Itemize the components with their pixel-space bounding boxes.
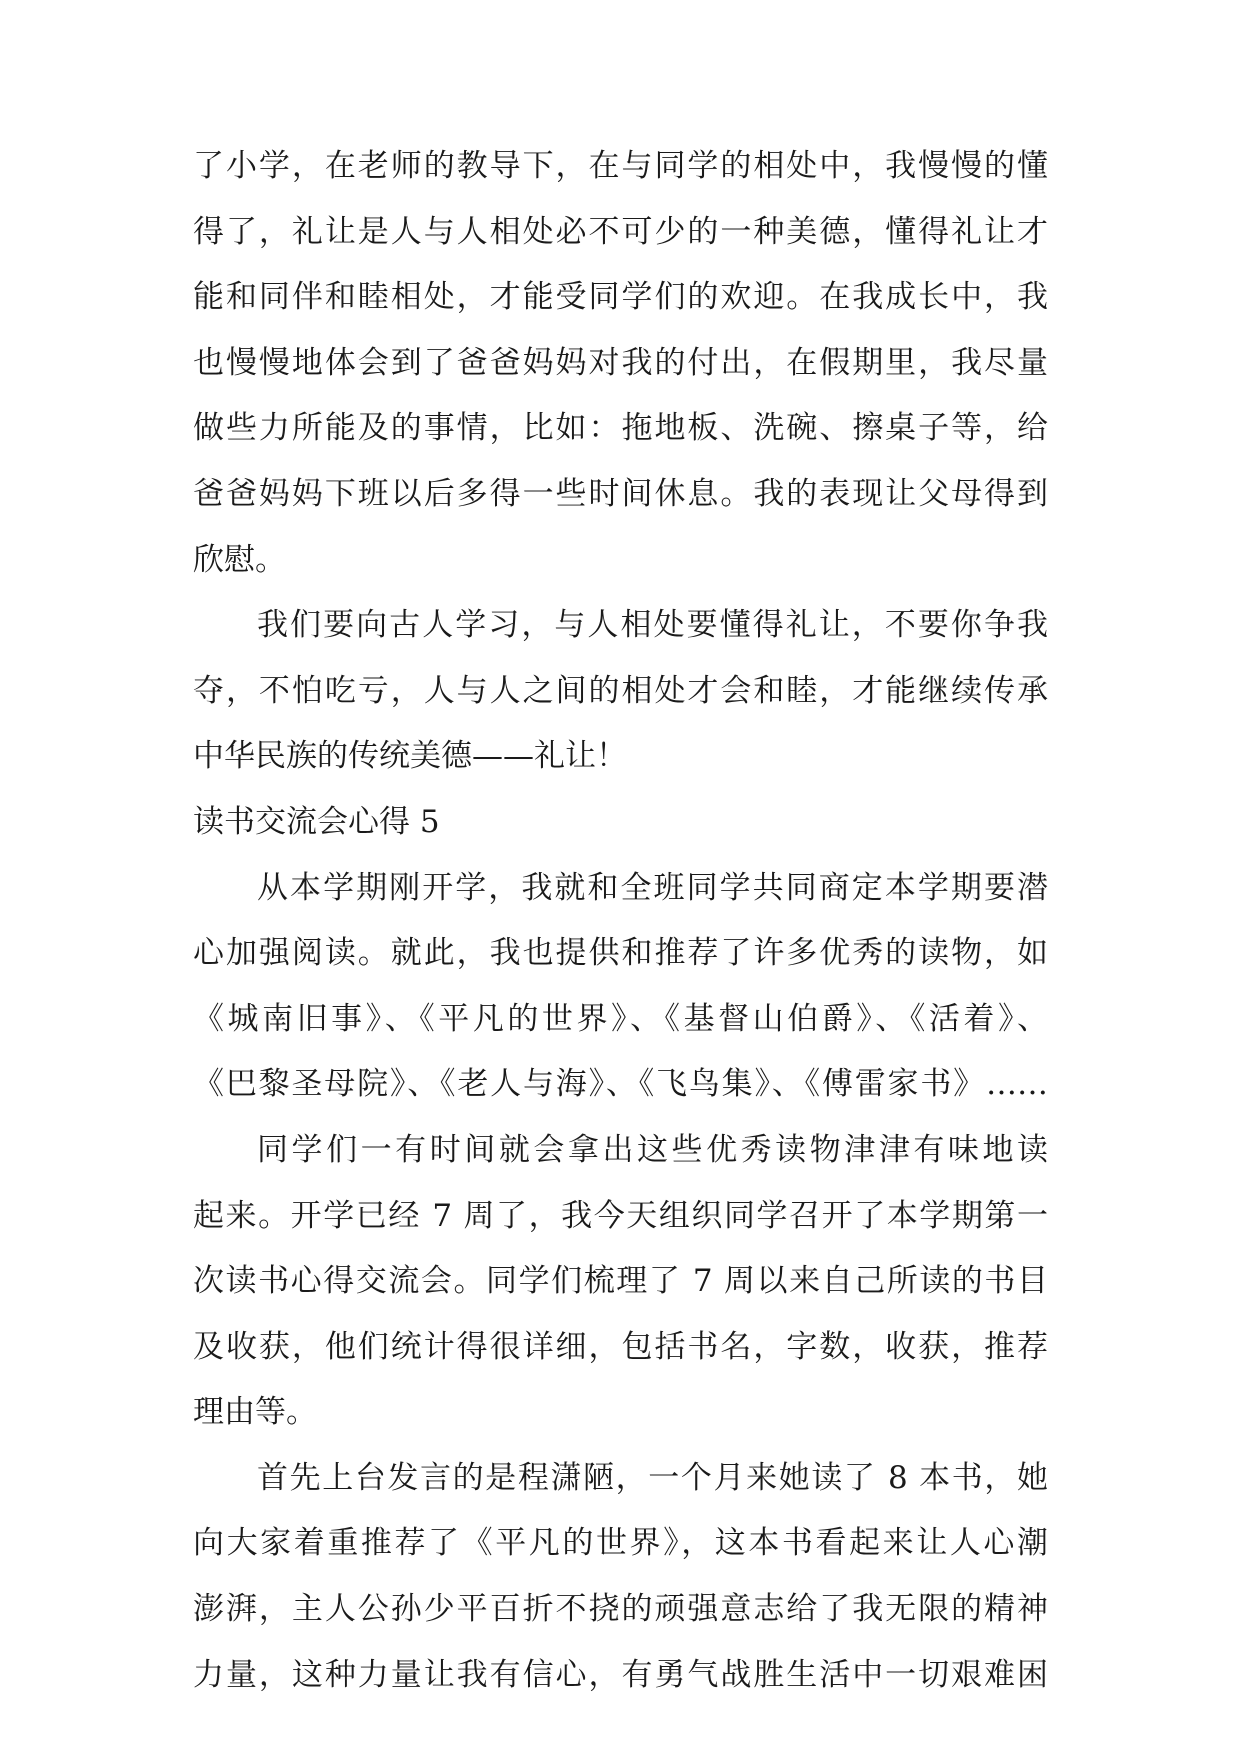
text-line: 同学们一有时间就会拿出这些优秀读物津津有味地读 [257,1131,1048,1168]
text-line: 能和同伴和睦相处，才能受同学们的欢迎。在我成长中，我 [193,279,1048,316]
document-body [193,134,1048,1708]
text-line: 及收获，他们统计得很详细，包括书名，字数，收获，推荐 [193,1328,1048,1365]
paragraph-2 [193,593,1048,790]
text-line: 中华民族的传统美德——礼让！ [193,738,627,775]
text-line: 次读书心得交流会。同学们梳理了 7 周以来自己所读的书目 [193,1263,1048,1300]
text-line: 了小学，在老师的教导下，在与同学的相处中，我慢慢的懂 [193,148,1048,184]
text-line: 也慢慢地体会到了爸爸妈妈对我的付出，在假期里，我尽量 [193,344,1048,381]
paragraph-5 [193,1446,1048,1708]
paragraph-1 [193,134,1048,593]
text-line: 欣慰。 [193,541,286,578]
text-line: 得了，礼让是人与人相处必不可少的一种美德，懂得礼让才 [193,213,1048,250]
paragraph-3 [193,856,1048,1118]
text-line: 理由等。 [193,1394,317,1431]
text-line: 《城南旧事》、《平凡的世界》、《基督山伯爵》、《活着》、 [193,1000,1048,1037]
text-line: 《巴黎圣母院》、《老人与海》、《飞鸟集》、《傅雷家书》…… [193,1066,1048,1103]
text-line: 爸爸妈妈下班以后多得一些时间休息。我的表现让父母得到 [193,475,1048,512]
text-line: 力量，这种力量让我有信心，有勇气战胜生活中一切艰难困 [193,1656,1048,1693]
text-line: 澎湃，主人公孙少平百折不挠的顽强意志给了我无限的精神 [193,1591,1048,1628]
text-line: 做些力所能及的事情，比如：拖地板、洗碗、擦桌子等，给 [193,410,1048,447]
paragraph-4 [193,1118,1048,1446]
text-line: 从本学期刚开学，我就和全班同学共同商定本学期要潜 [257,869,1048,906]
text-line: 我们要向古人学习，与人相处要懂得礼让，不要你争我 [257,607,1048,644]
text-line: 夺，不怕吃亏，人与人之间的相处才会和睦，才能继续传承 [193,672,1048,709]
text-line: 向大家着重推荐了《平凡的世界》，这本书看起来让人心潮 [193,1525,1048,1562]
text-line: 首先上台发言的是程潇陋，一个月来她读了 8 本书，她 [257,1459,1048,1496]
section-heading: 读书交流会心得 5 [193,803,440,840]
text-line: 起来。开学已经 7 周了，我今天组织同学召开了本学期第一 [193,1197,1048,1234]
text-line: 心加强阅读。就此，我也提供和推荐了许多优秀的读物，如 [193,935,1048,972]
